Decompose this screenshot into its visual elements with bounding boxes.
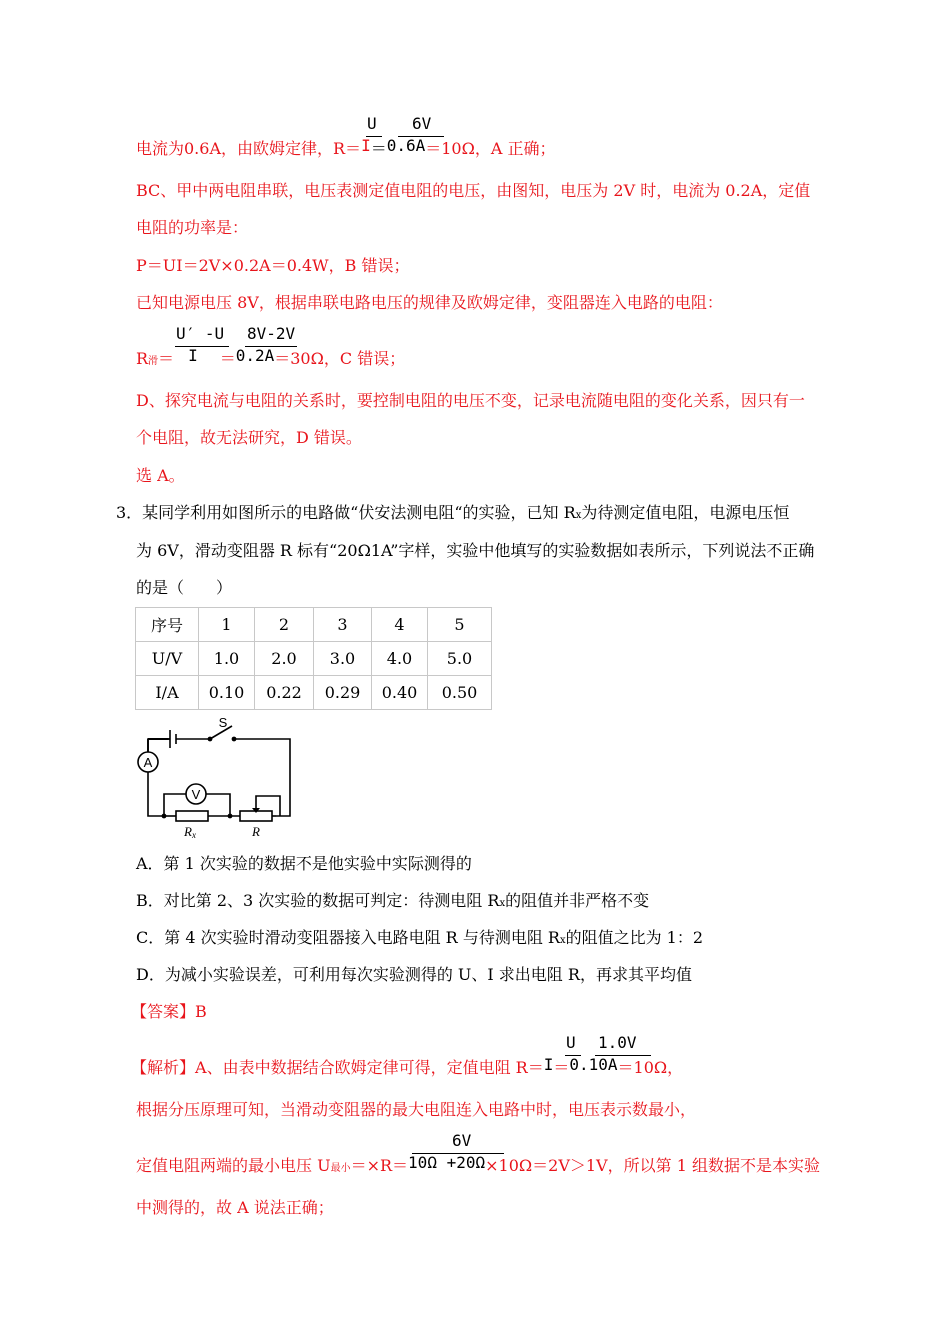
- table-cell: U/V: [136, 642, 199, 676]
- table-cell: 2: [255, 608, 314, 642]
- fraction-numerator: U′ -U: [176, 324, 225, 343]
- fraction-denominator: 0.2A: [235, 346, 275, 365]
- question-text: 3．某同学利用如图所示的电路做“伏安法测电阻“的实验，已知 Rx为待测定值电阻，电源电压恒: [116, 503, 790, 522]
- table-cell: 0.50: [428, 676, 492, 710]
- fraction-numerator: 8V-2V: [247, 324, 296, 343]
- table-cell: 4.0: [372, 642, 428, 676]
- analysis-line: 定值电阻两端的最小电压 U最小＝×R＝10Ω +20Ω×10Ω＝2V＞1V，所以第 1 组数据不是本实验: [136, 1153, 820, 1175]
- analysis-line: 【解析】A、由表中数据结合欧姆定律可得，定值电阻 R＝I＝0.10A＝10Ω，: [131, 1055, 684, 1077]
- fraction-denominator: I: [543, 1055, 554, 1074]
- table-row: [136, 642, 492, 676]
- circuit-diagram: [130, 712, 305, 840]
- fraction-denominator: I: [361, 136, 371, 155]
- solution-line: 电阻的功率是：: [136, 218, 249, 237]
- fraction-denominator: 0.6A: [386, 136, 426, 155]
- solution-line: D、探究电流与电阻的关系时，要控制电阻的电压不变，记录电流随电阻的变化关系，因只有一: [136, 391, 805, 410]
- fraction-numerator: 6V: [452, 1131, 472, 1150]
- solution-line: 个电阻，故无法研究，D 错误。: [136, 428, 362, 447]
- fraction-denominator: I: [188, 346, 198, 365]
- table-cell: 3.0: [314, 642, 372, 676]
- solution-line: 电流为0.6A，由欧姆定律，R＝I＝0.6A＝10Ω，A 正确；: [136, 136, 556, 158]
- table-cell: 5: [428, 608, 492, 642]
- ammeter-label: A: [143, 755, 153, 770]
- fraction-numerator: U: [367, 114, 377, 133]
- analysis-line: 根据分压原理可知，当滑动变阻器的最大电阻连入电路中时，电压表示数最小，: [136, 1100, 697, 1119]
- option-a: A．第 1 次实验的数据不是他实验中实际测得的: [136, 854, 472, 873]
- fraction-bar: [175, 346, 229, 347]
- answer-line: 【答案】B: [131, 1002, 207, 1021]
- fraction-denominator: 10Ω +20Ω: [408, 1153, 486, 1172]
- table-cell: 0.22: [255, 676, 314, 710]
- question-text: 为 6V，滑动变阻器 R 标有“20Ω1A”字样，实验中他填写的实验数据如表所示，下列说法不正确: [136, 541, 815, 560]
- solution-line: 选 A。: [136, 466, 185, 485]
- fraction-numerator: 6V: [412, 114, 432, 133]
- table-cell: 2.0: [255, 642, 314, 676]
- option-b: B．对比第 2、3 次实验的数据可判定：待测电阻 Rx的阻值并非严格不变: [136, 891, 650, 910]
- table-cell: 1.0: [199, 642, 255, 676]
- table-cell: 0.29: [314, 676, 372, 710]
- table-cell: 0.40: [372, 676, 428, 710]
- rx-label: Rx: [184, 824, 196, 840]
- table-cell: 序号: [136, 608, 199, 642]
- solution-line: R滑＝ I ＝0.2A＝30Ω，C 错误；: [136, 346, 406, 368]
- solution-line: BC、甲中两电阻串联，电压表测定值电阻的电压，由图知，电压为 2V 时，电流为 0.2A，定值: [136, 181, 811, 200]
- r-label: R: [252, 824, 260, 839]
- table-cell: 0.10: [199, 676, 255, 710]
- solution-line: 已知电源电压 8V，根据串联电路电压的规律及欧姆定律，变阻器连入电路的电阻：: [136, 293, 723, 312]
- table-cell: 1: [199, 608, 255, 642]
- option-c: C．第 4 次实验时滑动变阻器接入电路电阻 R 与待测电阻 Rx的阻值之比为 1：2: [136, 928, 704, 947]
- fraction-denominator: 0.10A: [569, 1055, 618, 1074]
- table-cell: 3: [314, 608, 372, 642]
- question-text: 的是（ ）: [136, 578, 233, 597]
- table-cell: 4: [372, 608, 428, 642]
- table-row: [136, 608, 492, 642]
- table-cell: I/A: [136, 676, 199, 710]
- table-cell: 5.0: [428, 642, 492, 676]
- fraction-numerator: U: [566, 1033, 576, 1052]
- solution-line: P＝UI＝2V×0.2A＝0.4W，B 错误；: [136, 256, 410, 275]
- switch-label: S: [218, 715, 228, 730]
- table-row: [136, 676, 492, 710]
- fraction-numerator: 1.0V: [598, 1033, 637, 1052]
- data-table: [135, 607, 492, 710]
- option-d: D．为减小实验误差，可利用每次实验测得的 U、I 求出电阻 R，再求其平均值: [136, 965, 692, 984]
- voltmeter-label: V: [191, 787, 201, 802]
- analysis-line: 中测得的，故 A 说法正确；: [136, 1198, 334, 1217]
